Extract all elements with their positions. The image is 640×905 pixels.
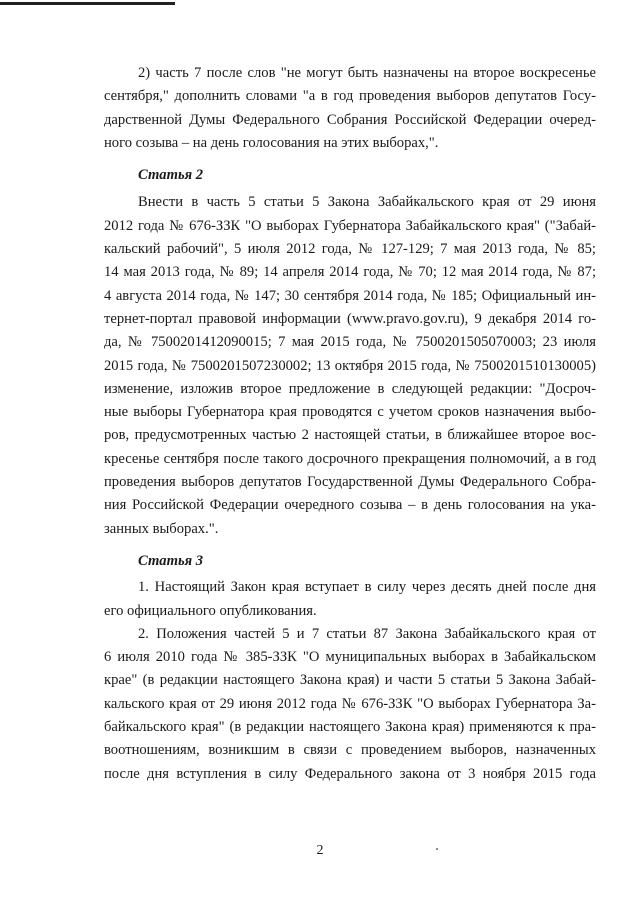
text-line: 6 июля 2010 года № 385-ЗЗК "О муниципальных выборах в Забайкальском: [104, 649, 596, 666]
scan-speck: [436, 848, 438, 850]
text-line: 2. Положения частей 5 и 7 статьи 87 Закона Забайкальского края от: [138, 625, 596, 642]
text-line: сентября," дополнить словами "а в год проведения выборов депутатов Госу-: [104, 88, 596, 105]
text-line: дарственной Думы Федерального Собрания Российской Федерации очеред-: [104, 111, 596, 128]
text-line: ного созыва – на день голосования на этих выборах,".: [104, 134, 439, 151]
article-2-text: [104, 191, 596, 540]
text-line: после дня вступления в силу Федерального закона от 3 ноября 2015 года: [104, 765, 596, 782]
text-line: кальский рабочий", 5 июля 2012 года, № 127-129; 7 мая 2013 года, № 85;: [104, 241, 596, 258]
article-3-heading: Статья 3: [138, 552, 204, 569]
text-line: да, № 7500201412090015; 7 мая 2015 года, № 7500201505070003; 23 июля: [104, 334, 596, 351]
document-body: [104, 62, 596, 786]
text-line: ния Российской Федерации очередного созыва – в день голосования на ука-: [104, 497, 596, 514]
text-line: 14 мая 2013 года, № 89; 14 апреля 2014 года, № 70; 12 мая 2014 года, № 87;: [104, 264, 596, 281]
text-line: тернет-портал правовой информации (www.pravo.gov.ru), 9 декабря 2014 го-: [104, 310, 596, 327]
text-line: воотношениям, возникшим в связи с проведением выборов, назначенных: [104, 742, 596, 759]
text-line: 4 августа 2014 года, № 147; 30 сентября 2014 года, № 185; Официальный ин-: [104, 287, 596, 304]
text-line: кресенье сентября после такого досрочного прекращения полномочий, а в год: [104, 450, 596, 467]
text-line: байкальского края" (в редакции настоящего Закона края) применяются к пра-: [104, 719, 596, 736]
text-line: занных выборах.".: [104, 520, 219, 537]
text-line: кальского края от 29 июня 2012 года № 676-ЗЗК "О выборах Губернатора За-: [104, 695, 596, 712]
text-line: его официального опубликования.: [104, 602, 317, 619]
top-rule: [0, 2, 175, 5]
text-line: 1. Настоящий Закон края вступает в силу через десять дней после дня: [138, 579, 596, 596]
text-line: 2015 года, № 7500201507230002; 13 октября 2015 года, № 7500201510130005): [104, 357, 596, 374]
text-line: ров, предусмотренных частью 2 настоящей статьи, в ближайшее второе вос-: [104, 427, 596, 444]
text-line: Внести в часть 5 статьи 5 Закона Забайкальского края от 29 июня: [138, 194, 596, 211]
article-3-paragraph-2: [104, 623, 596, 786]
page-number: 2: [316, 843, 324, 858]
text-line: изменение, изложив второе предложение в следующей редакции: "Досроч-: [104, 380, 596, 397]
text-line: ные выборы Губернатора края проводятся с учетом сроков назначения выбо-: [104, 404, 596, 421]
text-line: крае" (в редакции настоящего Закона края) и части 5 статьи 5 Закона Забай-: [104, 672, 596, 689]
text-line: проведения выборов депутатов Государственной Думы Федерального Собра-: [104, 474, 596, 491]
article-3-paragraph-1: [104, 576, 596, 623]
text-line: 2012 года № 676-ЗЗК "О выборах Губернатора Забайкальского края" ("Забай-: [104, 217, 596, 234]
article-2-heading: Статья 2: [138, 167, 204, 184]
paragraph-part7: [104, 62, 596, 155]
text-line: 2) часть 7 после слов "не могут быть назначены на второе воскресенье: [138, 65, 596, 81]
